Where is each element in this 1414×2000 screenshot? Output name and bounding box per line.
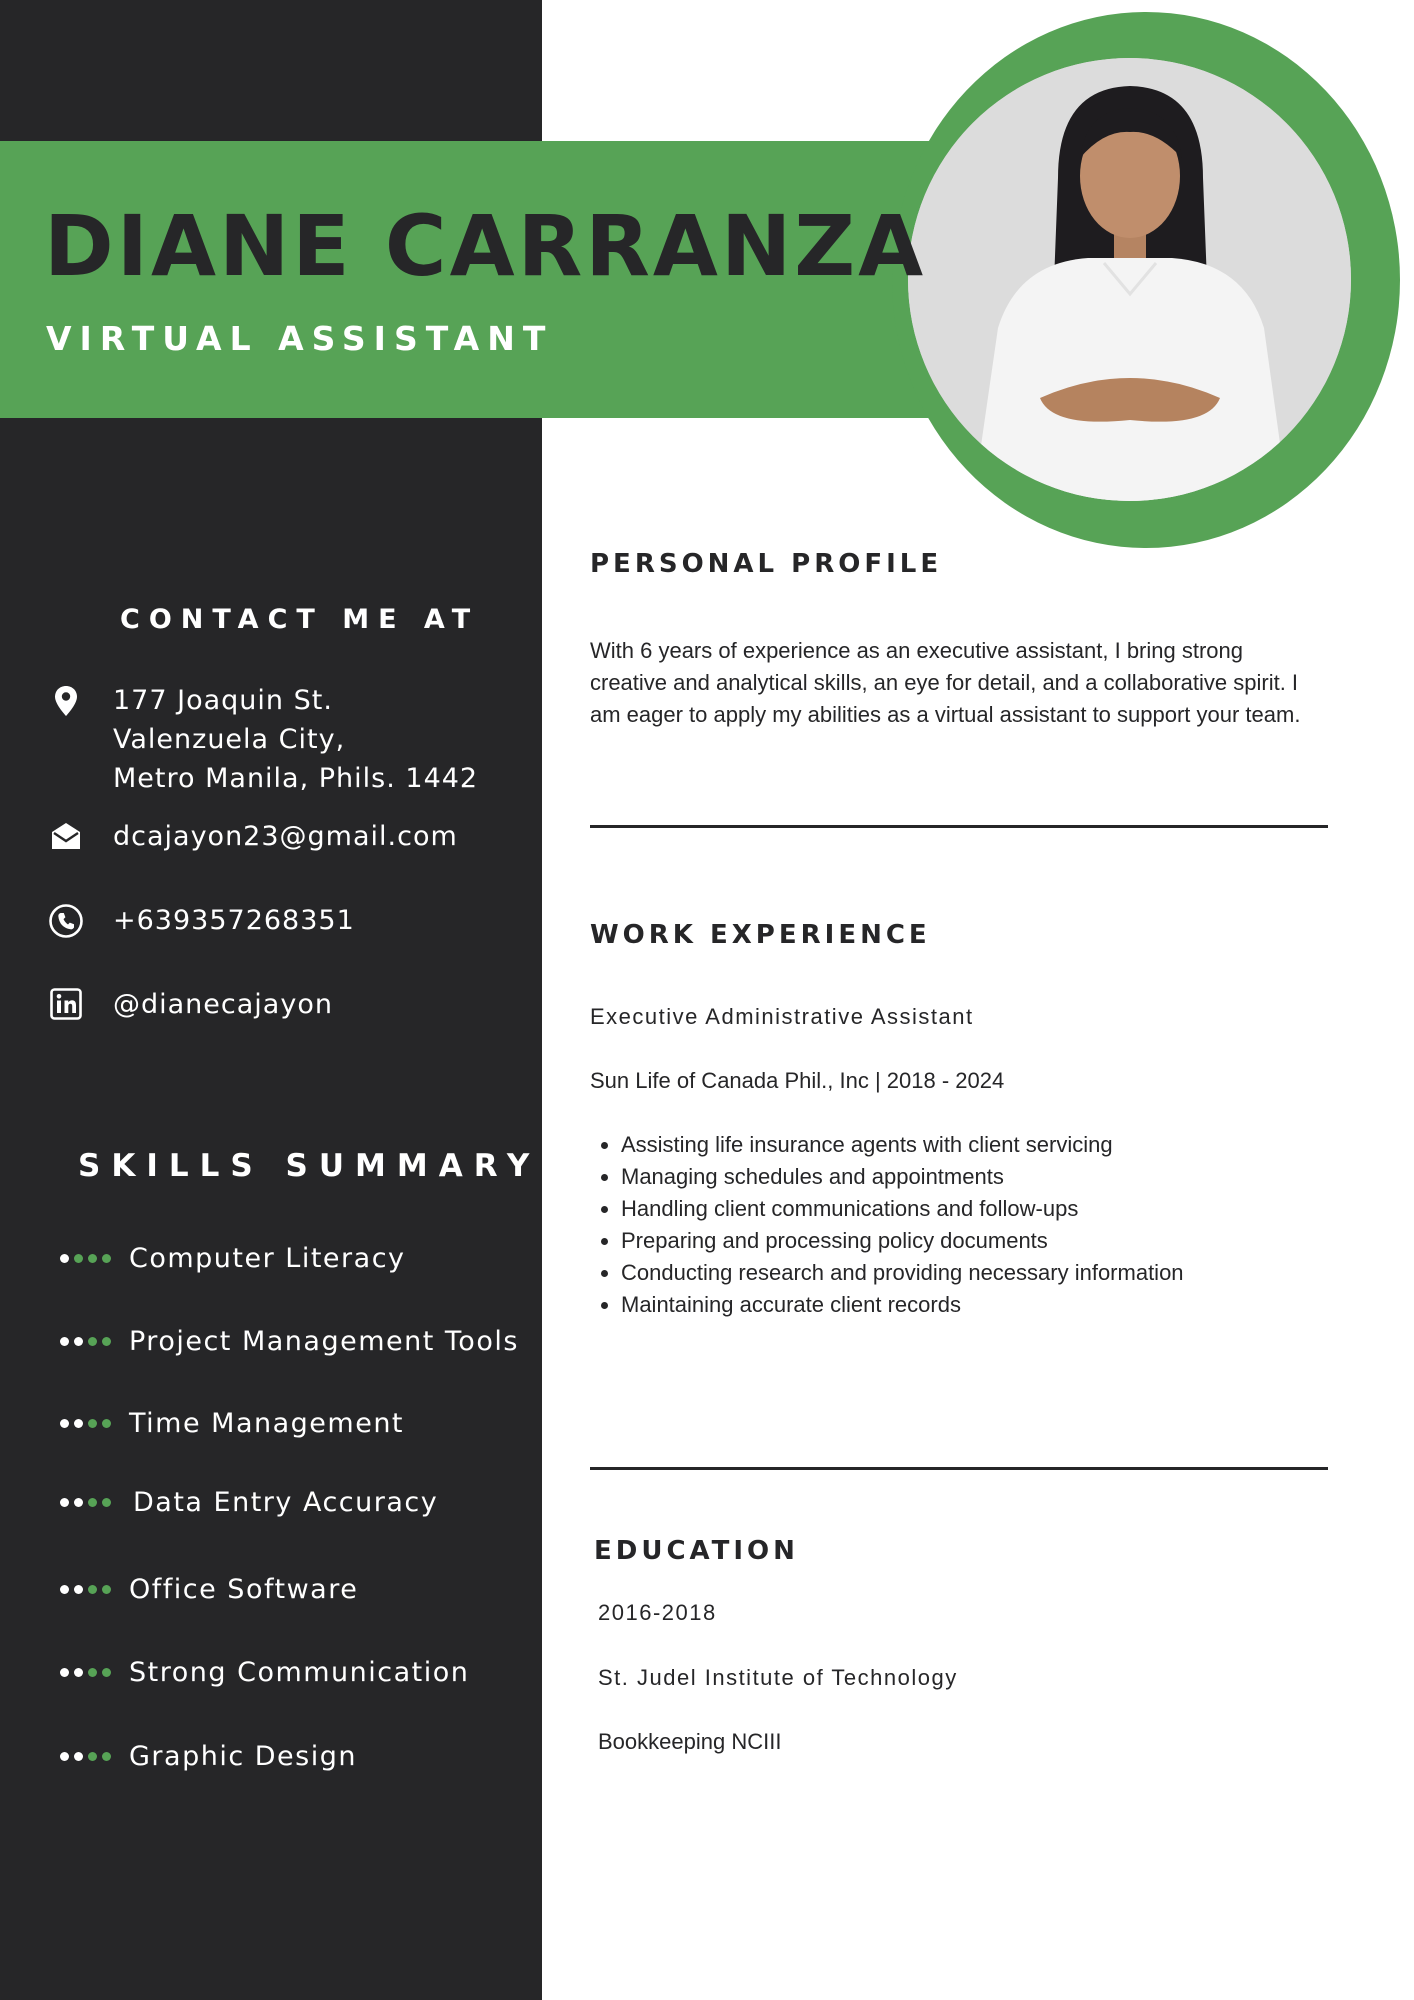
envelope-icon (48, 818, 84, 854)
skill-item: Office Software (60, 1569, 358, 1609)
profile-line-2: creative and analytical skills, an eye for detail, and a collaborative spirit. I (590, 670, 1299, 695)
candidate-name: DIANE CARRANZA (44, 197, 927, 295)
profile-line-1: With 6 years of experience as an executive assistant, I bring strong (590, 638, 1243, 663)
skill-rating (60, 1254, 111, 1263)
duty-item: • Conducting research and providing necessary information (621, 1257, 1184, 1289)
section-divider (590, 1467, 1328, 1470)
skill-item: Time Management (60, 1403, 404, 1443)
profile-line-3: am eager to apply my abilities as a virtual assistant to support your team. (590, 702, 1301, 727)
skill-rating (60, 1752, 111, 1761)
phone-icon (48, 903, 84, 939)
candidate-role: VIRTUAL ASSISTANT (46, 319, 554, 358)
duty-item: • Assisting life insurance agents with client servicing (621, 1129, 1184, 1161)
skill-item: Computer Literacy (60, 1238, 406, 1278)
address-line-3: Metro Manila, Phils. 1442 (113, 763, 479, 794)
education-program: Bookkeeping NCIII (598, 1729, 782, 1754)
skill-item: Strong Communication (60, 1652, 469, 1692)
skills-heading: SKILLS SUMMARY (78, 1148, 541, 1184)
skill-rating (60, 1337, 111, 1346)
skill-rating (60, 1419, 111, 1428)
skill-item: Project Management Tools (60, 1321, 519, 1361)
education-years: 2016-2018 (598, 1600, 717, 1625)
section-divider (590, 825, 1328, 828)
duty-item: • Preparing and processing policy documents (621, 1225, 1184, 1257)
address-line-2: Valenzuela City, (113, 724, 346, 755)
email-text[interactable]: dcajayon23@gmail.com (113, 821, 458, 852)
skill-item: Data Entry Accuracy (60, 1482, 438, 1522)
duty-item: • Managing schedules and appointments (621, 1161, 1184, 1193)
linkedin-handle[interactable]: @dianecajayon (113, 989, 333, 1020)
skill-rating (60, 1585, 111, 1594)
skill-rating (60, 1668, 111, 1677)
contact-heading: CONTACT ME AT (120, 604, 480, 635)
address-line-1: 177 Joaquin St. (113, 685, 333, 716)
profile-heading: PERSONAL PROFILE (590, 549, 943, 579)
duty-list (590, 1129, 1184, 1321)
duty-item: • Maintaining accurate client records (621, 1289, 1184, 1321)
phone-text[interactable]: +639357268351 (113, 905, 355, 936)
map-pin-icon (48, 683, 84, 719)
job-company: Sun Life of Canada Phil., Inc | 2018 - 2024 (590, 1068, 1005, 1093)
education-school: St. Judel Institute of Technology (598, 1665, 958, 1690)
skill-rating (60, 1498, 111, 1507)
education-heading: EDUCATION (594, 1536, 799, 1566)
skill-item: Graphic Design (60, 1736, 357, 1776)
duty-item: • Handling client communications and follow-ups (621, 1193, 1184, 1225)
linkedin-icon (48, 986, 84, 1022)
work-heading: WORK EXPERIENCE (590, 920, 931, 950)
profile-photo (908, 58, 1351, 501)
job-title: Executive Administrative Assistant (590, 1004, 974, 1029)
